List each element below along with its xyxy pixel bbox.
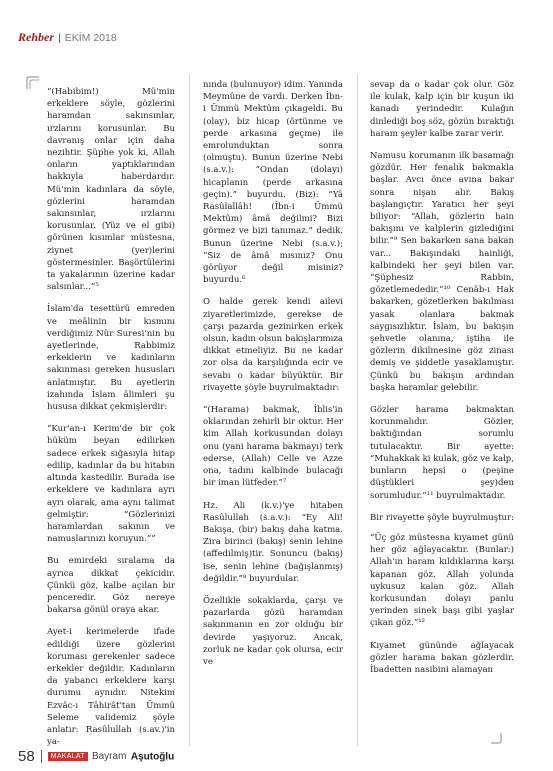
article-paragraph: “(Harama) bakmak, İblis'in oklarından zehirli bir oktur. Her kim Allah korkusundan dolayı onu (yani harama bakmayı) terk ederse, (Allah) Celle ve Azze ona, tadını kalbinde bulacağı bir iman lütfeder.”⁷ — [203, 405, 343, 489]
article-paragraph: Ayet-i kerimelerde ifade edildiği üzere gözlerini koruması gerekenler sadece erkekler değildir. Kadınların da yabancı erkeklere karşı durumu aynıdır. Nitekim Ezvâc-ı Tâhirât'tan Ümmü Seleme validemiz şöyle anlatır: Rasûlullah (s.av.)'in ya- — [47, 627, 175, 748]
article-paragraph: Gözler harama bakmaktan korunmalıdır. Gözler, baktığından sorumlu tutulacaktır. Bir ayette: “Muhakkak ki kulak, göz ve kalp, bunların hepsi o (peşine düştükleri şey)den sorumludur.”¹¹ buyrulmaktadır. — [370, 405, 514, 501]
article-paragraph: Bu emirdeki sıralama da ayrıca dikkat çekicidir. Çünkü göz, kalbe açılan bir penceredir. Göz nereye bakarsa gönül oraya akar. — [47, 556, 175, 616]
article-paragraph: Kıyamet gününde ağlayacak gözler harama bakan gözlerdir. İbadetten nasibini alamayan — [370, 640, 514, 675]
section-tag: MAKALAT — [48, 752, 88, 761]
article-paragraph: Özellikle sokaklarda, çarşı ve pazarlarda gözü haramdan sakınmanın en zor olduğu bir devirde yaşıyoruz. Ancak, zorluk ne kadar çok olursa, ecir ve — [203, 595, 343, 667]
magazine-logo: Rehber — [18, 30, 54, 44]
article-paragraph: O halde gerek kendi ailevi ziyaretlerimizde, gerekse de çarşı pazarda gezinirken erkek olsun, kadın olsun bakışlarımıza dikkat etmeliyiz. Bu ne kadar zor olsa da karşılığında ecir ve sevabı o kadar büyüktür. Bir rivayette şöyle buyrulmaktadır: — [203, 297, 343, 393]
column-divider — [357, 74, 358, 746]
article-column-3 — [370, 79, 514, 686]
article-paragraph: Namusu korumanın ilk basamağı gözdür. Her fenalık bakmakla başlar. Avcı önce avına bakar sonra nişan alır. Bakış başlangıçtır. Yaratıcı her şeyi biliyor: “Allah, gözlerin hain bakışını ve kalplerin gizlediğini bilir.”⁹ Sen bakarken sana bakan var... Bakışındaki hainliği, kalbindeki her şeyi bilen var. “Şüphesiz Rabbin, gözetlemededir.”¹⁰ Cenâb-ı Hak bakarken, gözetlerken bakılması yasak olanlara bakmak saygısızlıktır. İslam, bu bakışın şehvetle olanına, iştiha ile gözlerin dikilmesine göz zinası demiş ve şiddetle yasaklamıştır. Çünkü bu bakışın ardından başka haramlar gelebilir. — [370, 151, 514, 393]
article-paragraph: nında (bulunuyor) idim. Yanında Meymûne de vardı. Derken İbn-i Ümmü Mektûm çıkageldi. Bu (olay), biz hicap (örtünme ve perde arkasına geçme) ile emrolunduktan sonra (olmuştu). Bunun üzerine Nebi (s.a.v.): “Ondan (dolayı) hicaplanın (perde arkasına geçin).” buyurdu. (Biz): “Yâ Rasûlallâh! (İbn-i Ümmü Mektûm) âmâ değilmi? Bizi görmez ve bizi tanımaz.” dedik. Bunun üzerine Nebi (s.a.v.); “Siz de âmâ mısınız? Onu görüyor değil misiniz? buyurdu.⁶ — [203, 80, 343, 286]
article-column-2 — [203, 79, 343, 678]
article-paragraph: Hz. Ali (k.v.)'ye hitaben Rasûlullah (s.a.v.): “Ey Ali! Bakışa, (bir) bakış daha katma. Zira birinci (bakış) senin lehine (affedilmiş)tir. Sonuncu (bakış) ise, senin lehine (bağışlanmış) değildir.”⁸ buyurdular. — [203, 500, 343, 584]
page-number: 58 — [18, 748, 35, 766]
article-paragraph: Bir rivayette şöyle buyrulmuştur: — [370, 512, 514, 523]
page-footer — [18, 748, 174, 766]
corner-ornament-icon — [26, 76, 40, 90]
article-paragraph: “Kur'an-ı Kerim'de bir çok hüküm beyan edilirken sadece erkek sığasıyla hitap edilip, kadınlar da bu hitabın altında kastedilir. Burada ise erkeklere ve kadınlara ayrı ayrı olarak, ama aynı talimat gelmiştir: “Gözlerinizi haramlardan sakının ve namuslarınızı koruyun.”” — [47, 424, 175, 545]
issue-date: EKİM 2018 — [64, 32, 117, 44]
article-paragraph: “Üç göz müstesna kıyamet günü her göz ağlayacaktır. (Bunlar:) Allah'ın haram kıldıklarına karşı kapanan göz. Allah yolunda uykusuz kalan göz. Allah korkusundan dolayı panlu yerinden sinek başı gibi yaşlar çıkan göz.”¹² — [370, 532, 514, 629]
article-column-1 — [47, 86, 175, 758]
footer-divider — [41, 750, 42, 763]
article-paragraph: İslam'da tesettürü emreden ve meâlinin bir kısmını verdiğimiz Nûr Suresi'nin bu ayetlerinde, Rabbimiz erkeklerin ve kadınların sakınması gereken hususları anlatmıştır. Bu ayetlerin izahında İslam âlimleri şu hususa dikkat çekmişlerdir: — [47, 304, 175, 413]
end-ornament-icon — [490, 732, 502, 744]
header-separator: | — [58, 32, 61, 44]
page-header — [18, 30, 117, 45]
author-last-name: Aşutoğlu — [130, 751, 175, 763]
column-divider — [189, 74, 190, 746]
article-paragraph: sevap da o kadar çok olur. Göz ile kulak, kalp için bir kuşun iki kanadı yerindedir. Kulağın dinlediği boş söz, gözün bıraktığı haram şeyler kalbe zarar verir. — [370, 80, 514, 139]
article-paragraph: “(Habibim!) Mü'min erkeklere söyle, gözlerini haramdan sakınsınlar, ırzlarını korusunlar. Bu davranış onlar için daha nezihtir. Şüphe yok ki, Allah onların yaptıklarından hakkıyla haberdardır. Mü'min kadınlara da söyle, gözlerini haramdan sakınsınlar, ırzlarını korusunlar. (Yüz ve el gibi) görünen kısımlar müstesna, ziynet (yer)lerini göstermesinler. Başörtülerini ta yakalarının üzerine kadar salsınlar...”⁵ — [47, 87, 175, 293]
author-first-name: Bayram — [91, 751, 127, 763]
